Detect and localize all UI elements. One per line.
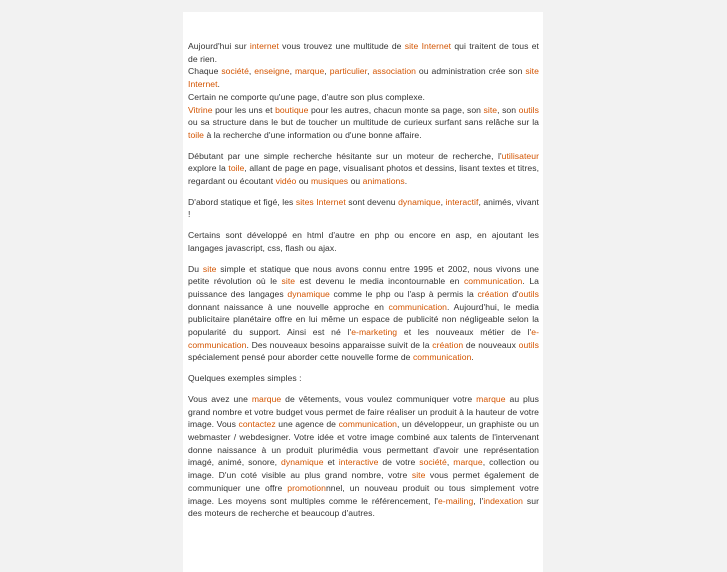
text-run: .	[404, 176, 408, 187]
keyword-link[interactable]: animations	[362, 176, 405, 187]
keyword-link[interactable]: utilisateur	[501, 150, 539, 161]
keyword-link[interactable]: musiques	[310, 176, 349, 187]
text-run: .	[217, 79, 220, 90]
paragraph	[188, 196, 539, 221]
text-run: , son	[497, 104, 519, 115]
paragraph	[188, 263, 539, 365]
text-run: ,	[446, 457, 454, 468]
text-run: de vêtements, vous voulez communiquer votre	[281, 393, 477, 404]
keyword-link[interactable]: e-communication	[188, 327, 539, 350]
keyword-link[interactable]: dynamique	[281, 457, 324, 468]
article-page	[183, 12, 543, 572]
text-run: ,	[367, 66, 373, 77]
paragraph	[188, 104, 539, 142]
text-run: est devenu le media incontournable en	[295, 276, 464, 287]
keyword-link[interactable]: e-marketing	[351, 327, 398, 338]
keyword-link[interactable]: e-mailing	[437, 495, 474, 506]
text-run: Vous avez une	[188, 393, 252, 404]
text-run: une agence de	[275, 419, 339, 430]
keyword-link[interactable]: promotion	[287, 482, 326, 493]
keyword-link[interactable]: toile	[188, 129, 205, 140]
text-run: pour les uns et	[212, 104, 276, 115]
text-run: vous permet également de communiquer une offre	[188, 470, 540, 493]
text-run: Aujourd'hui sur	[188, 41, 250, 51]
text-run: sont devenu	[345, 196, 399, 207]
keyword-link[interactable]: outils	[518, 288, 539, 299]
keyword-link[interactable]: marque	[251, 393, 282, 404]
keyword-link[interactable]: création	[477, 288, 509, 299]
keyword-link[interactable]: particulier	[329, 66, 368, 77]
keyword-link[interactable]: site	[202, 263, 217, 274]
paragraph	[188, 40, 539, 65]
text-run: Certains sont développé en html d'autre en php ou encore en asp, en ajoutant les langages javascript, css, flash ou ajax.	[188, 230, 539, 253]
text-run: à la recherche d'une information ou d'une bonne affaire.	[204, 129, 422, 140]
text-run: vous trouvez une multitude de	[278, 41, 405, 51]
keyword-link[interactable]: création	[432, 339, 464, 350]
text-run: . La puissance des langages	[188, 276, 539, 299]
keyword-link[interactable]: communication	[338, 419, 398, 430]
keyword-link[interactable]: marque	[453, 457, 483, 468]
keyword-link[interactable]: communication	[412, 352, 472, 363]
keyword-link[interactable]: boutique	[275, 104, 309, 115]
text-run: nnel, un nouveau produit ou tous simplement votre image. Les moyens sont multiples comme le référencement, l'	[188, 482, 539, 506]
keyword-link[interactable]: outils	[518, 104, 539, 115]
keyword-link[interactable]: Vitrine	[188, 104, 213, 115]
text-run: pour les autres, chacun monte sa page, son	[308, 104, 484, 115]
keyword-link[interactable]: toile	[228, 163, 245, 174]
keyword-link[interactable]: communication	[388, 301, 447, 312]
keyword-link[interactable]: interactive	[338, 457, 379, 468]
text-run: .	[471, 352, 474, 363]
text-run: simple et statique que nous avons connu entre 1995 et 2002, nous vivons une petite révolution où le	[188, 263, 540, 287]
keyword-link[interactable]: vidéo	[275, 176, 297, 187]
keyword-link[interactable]: site	[281, 276, 296, 287]
text-run: et les nouveaux métier de l'	[397, 327, 532, 338]
text-run: d'	[508, 288, 519, 299]
keyword-link[interactable]: indexation	[483, 495, 523, 506]
keyword-link[interactable]: marque	[476, 393, 506, 404]
text-run: ou	[296, 176, 311, 187]
text-run: ,	[289, 66, 295, 77]
text-run: , collection ou image. D'un coté visible au plus grand nombre, votre	[188, 457, 539, 481]
keyword-link[interactable]: site Internet	[404, 41, 452, 51]
text-run: de nouveaux	[463, 339, 519, 350]
paragraph	[188, 65, 539, 90]
text-run: comme le php ou l'asp à permis la	[329, 288, 478, 299]
text-run: donnant naissance à une nouvelle approche en	[188, 301, 389, 312]
text-run: sur des moteurs de recherche et beaucoup d'autres.	[188, 495, 540, 519]
keyword-link[interactable]: site	[411, 470, 426, 481]
text-run: et	[323, 457, 339, 468]
text-run: qui traitent de tous et de rien.	[188, 41, 539, 64]
text-run: explore la	[188, 163, 229, 174]
paragraph	[188, 393, 539, 520]
article-body	[188, 40, 539, 520]
paragraph	[188, 229, 539, 254]
keyword-link[interactable]: site Internet	[188, 66, 539, 90]
keyword-link[interactable]: association	[372, 66, 416, 77]
keyword-link[interactable]: site	[483, 104, 498, 115]
text-run: Débutant par une simple recherche hésitante sur un moteur de recherche, l'	[188, 150, 502, 161]
text-run: , allant de page en page, visualisant photos et dessins, lisant textes et titres, regardant ou écoutant	[188, 163, 540, 187]
keyword-link[interactable]: interactif	[445, 196, 479, 207]
text-run: spécialement pensé pour aborder cette nouvelle forme de	[188, 352, 413, 363]
keyword-link[interactable]: contactez	[238, 419, 276, 430]
text-run: ,	[440, 196, 446, 207]
paragraph	[188, 150, 539, 188]
text-run: Chaque	[188, 66, 222, 77]
keyword-link[interactable]: sites Internet	[295, 196, 346, 207]
keyword-link[interactable]: internet	[249, 41, 279, 51]
text-run: . Aujourd'hui, le media publicitaire planétaire offre en lui même un espace de publicité non négligeable selon la popularité du support. Ainsi est né l'	[188, 301, 539, 338]
text-run: Du	[188, 263, 203, 274]
text-run: ou administration crée son	[416, 66, 526, 77]
paragraph	[188, 91, 539, 104]
text-run: . Des nouveaux besoins apparaisse suivit de la	[246, 339, 433, 350]
keyword-link[interactable]: communication	[463, 276, 523, 287]
text-run: ou	[348, 176, 363, 187]
text-run: , animés, vivant !	[188, 196, 539, 220]
text-run: ,	[248, 66, 255, 77]
keyword-link[interactable]: outils	[518, 339, 539, 350]
text-run: , un développeur, un graphiste ou un webmaster / webdesigner. Votre idée et votre image combiné aux talents de l'intervenant donne naissance à un produit plurimédia vous permettant d'avoir une représentation imagé, animé, sonore,	[188, 419, 539, 468]
text-run: ou sa structure dans le but de toucher un multitude de curieux surfant sans relâche sur la	[188, 117, 539, 128]
keyword-link[interactable]: dynamique	[287, 288, 330, 299]
text-run: Certain ne comporte qu'une page, d'autre son plus complexe.	[188, 91, 425, 102]
keyword-link[interactable]: dynamique	[398, 196, 441, 207]
text-run: , l'	[473, 495, 484, 506]
keyword-link[interactable]: société	[419, 457, 447, 468]
keyword-link[interactable]: enseigne	[254, 66, 290, 77]
keyword-link[interactable]: marque	[294, 66, 325, 77]
text-run: ,	[324, 66, 330, 77]
text-run: de votre	[378, 457, 420, 468]
paragraph	[188, 372, 539, 385]
text-run: Quelques exemples simples :	[188, 373, 302, 384]
keyword-link[interactable]: société	[221, 66, 249, 77]
text-run: au plus grand nombre et votre budget vous permet de faire réaliser un produit à la hauteur de votre image. Vous	[188, 393, 540, 430]
text-run: D'abord statique et figé, les	[188, 196, 296, 207]
